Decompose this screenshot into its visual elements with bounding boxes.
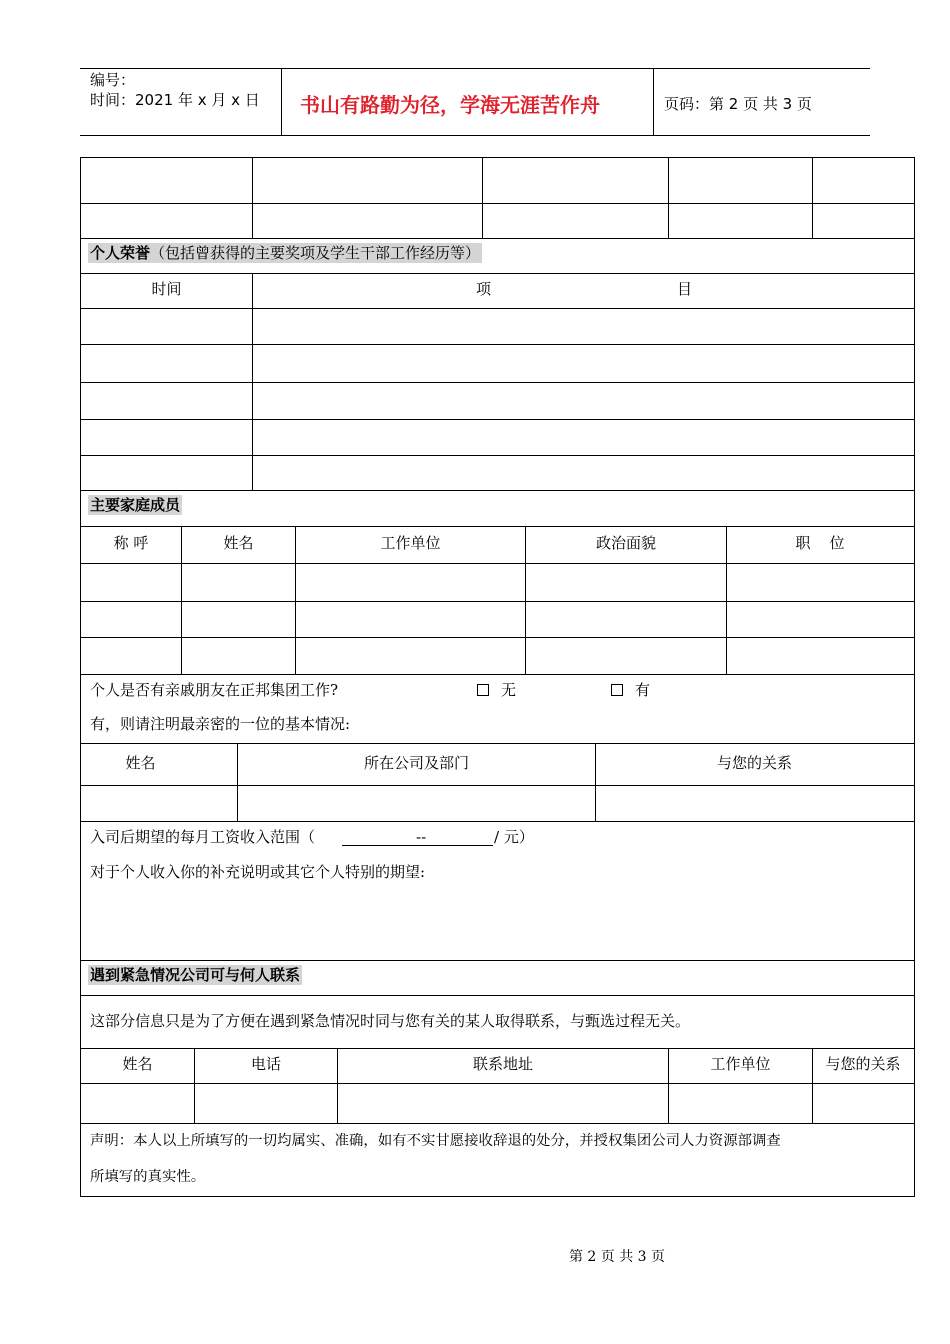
input-cell[interactable] [813, 158, 913, 203]
row-divider [80, 238, 914, 239]
row-divider [80, 1048, 914, 1049]
relatives-option-no-label: 无 [501, 681, 517, 699]
emergency-col-phone: 电话 [250, 1055, 281, 1073]
row-divider [80, 1123, 914, 1124]
family-cell[interactable] [296, 564, 525, 601]
relatives-cell[interactable] [81, 786, 237, 821]
salary-supplement-label: 对于个人收入你的补充说明或其它个人特别的期望: [90, 863, 426, 881]
row-divider [80, 960, 914, 961]
relatives-followup: 有，则请注明最亲密的一位的基本情况: [90, 715, 351, 733]
relatives-col-company: 所在公司及部门 [363, 754, 469, 772]
family-cell[interactable] [526, 564, 726, 601]
honors-item-cell[interactable] [253, 345, 913, 382]
relatives-cell[interactable] [238, 786, 595, 821]
emergency-col-address: 联系地址 [472, 1055, 533, 1073]
input-cell[interactable] [81, 204, 252, 238]
honors-col-item-b: 目 [677, 280, 693, 298]
honors-title: 个人荣誉 [90, 244, 151, 262]
row-divider [80, 743, 914, 744]
family-cell[interactable] [296, 638, 525, 674]
family-col-title: 称 呼 [113, 534, 149, 552]
input-cell[interactable] [669, 204, 812, 238]
family-col-name: 姓名 [223, 534, 254, 552]
family-cell[interactable] [727, 602, 913, 637]
salary-supplement-input[interactable] [90, 885, 905, 957]
input-cell[interactable] [483, 204, 668, 238]
honors-note: （包括曾获得的主要奖项及学生干部工作经历等） [150, 244, 481, 262]
family-cell[interactable] [81, 638, 181, 674]
checkbox-icon[interactable] [611, 684, 623, 696]
honors-time-cell[interactable] [81, 420, 252, 455]
row-divider [80, 526, 914, 527]
salary-unit: / 元） [494, 828, 534, 846]
honors-time-cell[interactable] [81, 456, 252, 490]
header-divider [281, 68, 282, 136]
emergency-note: 这部分信息只是为了方便在遇到紧急情况时同与您有关的某人取得联系，与甄选过程无关。 [90, 1012, 691, 1030]
checkbox-icon[interactable] [477, 684, 489, 696]
family-cell[interactable] [81, 564, 181, 601]
header-top-rule [80, 68, 870, 69]
relatives-cell[interactable] [596, 786, 913, 821]
honors-col-time: 时间 [151, 280, 182, 298]
honors-time-cell[interactable] [81, 383, 252, 419]
row-divider [80, 273, 914, 274]
relatives-option-yes[interactable] [611, 681, 650, 699]
honors-col-item-a: 项 [476, 280, 492, 298]
page-info: 页码：第 2 页 共 3 页 [664, 95, 812, 113]
header-divider [653, 68, 654, 136]
document-date: 时间：2021 年 x 月 x 日 [90, 91, 260, 109]
declaration-line-1: 声明：本人以上所填写的一切均属实、准确，如有不实甘愿接收辞退的处分，并授权集团公司人力资源部调查 [90, 1133, 781, 1149]
input-cell[interactable] [253, 204, 482, 238]
family-cell[interactable] [526, 638, 726, 674]
input-cell[interactable] [81, 158, 252, 203]
input-cell[interactable] [253, 158, 482, 203]
honors-time-cell[interactable] [81, 345, 252, 382]
relatives-question: 个人是否有亲戚朋友在正邦集团工作? [90, 681, 339, 699]
family-cell[interactable] [81, 602, 181, 637]
emergency-cell[interactable] [338, 1084, 668, 1123]
family-col-political-status: 政治面貌 [595, 534, 656, 552]
row-divider [80, 821, 914, 822]
relatives-option-no[interactable] [477, 681, 516, 699]
emergency-col-relation: 与您的关系 [825, 1055, 901, 1073]
relatives-col-name: 姓名 [125, 754, 156, 772]
emergency-col-name: 姓名 [122, 1055, 153, 1073]
page-footer: 第 2 页 共 3 页 [568, 1249, 666, 1265]
honors-item-cell[interactable] [253, 420, 913, 455]
emergency-cell[interactable] [669, 1084, 812, 1123]
salary-label: 入司后期望的每月工资收入范围（ [90, 828, 316, 846]
family-cell[interactable] [182, 564, 295, 601]
emergency-cell[interactable] [195, 1084, 337, 1123]
honors-section-title [88, 243, 482, 263]
relatives-col-relation: 与您的关系 [716, 754, 792, 772]
honors-item-cell[interactable] [253, 383, 913, 419]
declaration-line-2: 所填写的真实性。 [90, 1169, 206, 1185]
honors-item-cell[interactable] [253, 456, 913, 490]
family-cell[interactable] [727, 564, 913, 601]
row-divider [80, 995, 914, 996]
family-cell[interactable] [526, 602, 726, 637]
document-number-label: 编号： [90, 71, 136, 89]
input-cell[interactable] [483, 158, 668, 203]
input-cell[interactable] [813, 204, 913, 238]
emergency-cell[interactable] [813, 1084, 913, 1123]
emergency-cell[interactable] [81, 1084, 194, 1123]
family-col-employer: 工作单位 [380, 534, 441, 552]
input-cell[interactable] [669, 158, 812, 203]
family-cell[interactable] [182, 602, 295, 637]
salary-dash: -- [416, 828, 427, 846]
emergency-section-title: 遇到紧急情况公司可与何人联系 [90, 966, 301, 984]
family-col-position: 职 位 [795, 534, 845, 552]
row-divider [80, 674, 914, 675]
emergency-col-employer: 工作单位 [710, 1055, 771, 1073]
family-cell[interactable] [296, 602, 525, 637]
header-motto: 书山有路勤为径，学海无涯苦作舟 [300, 93, 600, 117]
family-section-title: 主要家庭成员 [90, 496, 181, 514]
row-divider [80, 490, 914, 491]
honors-time-cell[interactable] [81, 309, 252, 344]
relatives-option-yes-label: 有 [635, 681, 651, 699]
family-cell[interactable] [182, 638, 295, 674]
header-bottom-rule [80, 135, 870, 136]
family-cell[interactable] [727, 638, 913, 674]
honors-item-cell[interactable] [253, 309, 913, 344]
